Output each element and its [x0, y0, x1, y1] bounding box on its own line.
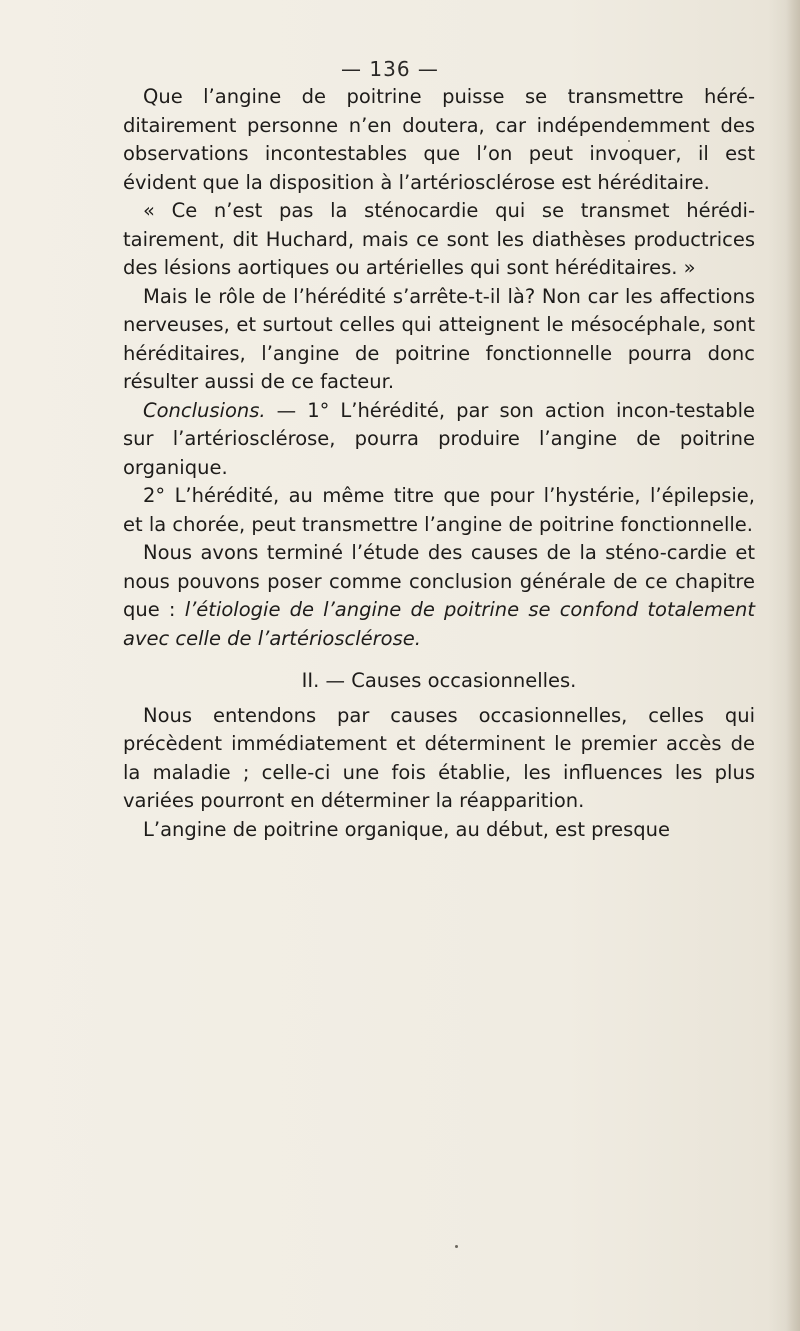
paragraph-occasional-causes-definition: Nous entendons par causes occasionnelles, celles qui précèdent immédiatement et déterminent le premier accès de la maladie ; celle-ci une fois établie, les influences les plus variées pourront en déterminer la réapparition.	[123, 703, 755, 812]
conclusions-1-text: — 1° L’hérédité, par son action incon-testable sur l’artériosclérose, pourra produire l’angine de poitrine organique.	[123, 398, 755, 479]
body-text	[123, 83, 755, 844]
page-number: — 136 —	[341, 57, 439, 81]
paragraph-general-conclusion	[123, 539, 755, 653]
general-conclusion-text: Nous avons terminé l’étude des causes de la sténo-cardie et nous pouvons poser comme conclusion générale de ce chapitre que :	[123, 541, 755, 621]
paragraph-nervous-affections: Mais le rôle de l’hérédité s’arrête-t-il là? Non car les affections nerveuses, et surtout celles qui atteignent le mésocéphale, sont héréditaires, l’angine de poitrine fonctionnelle pourra donc résulter aussi de ce facteur.	[123, 284, 755, 393]
page-edge-shadow	[786, 0, 800, 1331]
paragraph-conclusions-2: 2° L’hérédité, au même titre que pour l’hystérie, l’épilepsie, et la chorée, peut transmettre l’angine de poitrine fonctionnelle.	[123, 484, 755, 536]
section-heading-occasional-causes: II. — Causes occasionnelles.	[301, 669, 577, 692]
conclusions-label: Conclusions.	[143, 398, 266, 422]
paragraph-organic-angina: L’angine de poitrine organique, au début, est presque	[143, 817, 671, 841]
paper-speck	[455, 1245, 458, 1248]
paragraph-heredity-intro: Que l’angine de poitrine puisse se transmettre héré-ditairement personne n’en doutera, car indépendemment des observations incontestables que l’on peut invoquer, il est évident que la disposition à l’artériosclérose est héréditaire.	[123, 85, 755, 194]
paragraph-huchard-quote: « Ce n’est pas la sténocardie qui se transmet hérédi-tairement, dit Huchard, mais ce sont les diathèses productrices des lésions aortiques ou artérielles qui sont héréditaires. »	[123, 199, 755, 279]
paper-speck	[628, 140, 630, 142]
general-conclusion-emphasis: l’étiologie de l’angine de poitrine se confond totalement avec celle de l’artériosclérose.	[123, 598, 755, 650]
paragraph-conclusions-1	[123, 397, 755, 483]
